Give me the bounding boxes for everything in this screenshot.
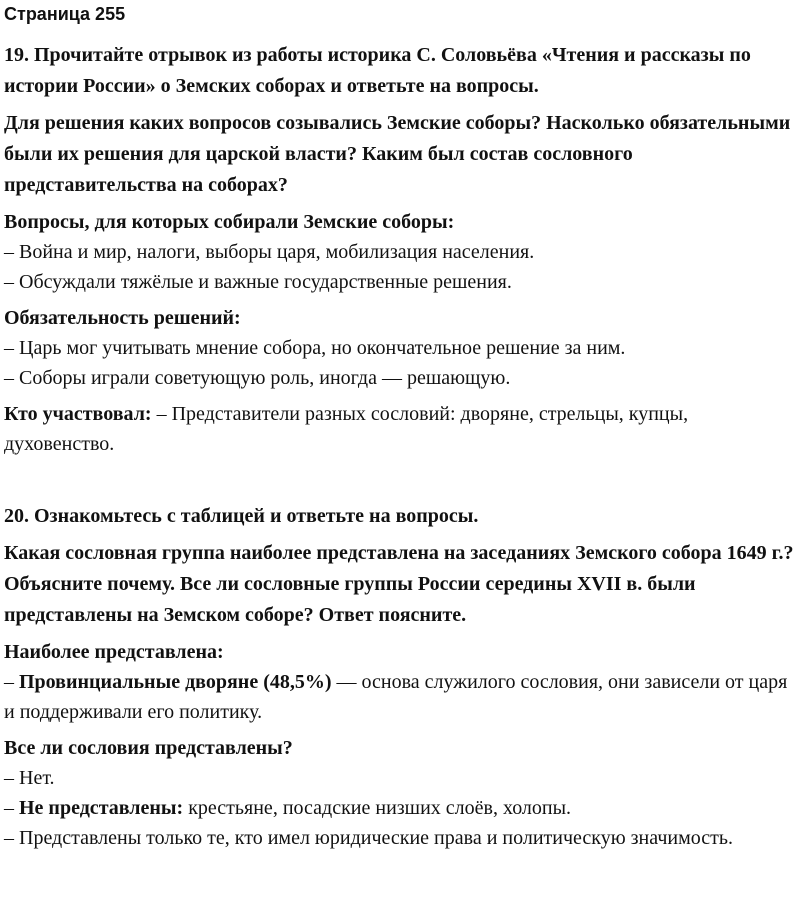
section-heading: Вопросы, для которых собирали Земские соборы: [4, 211, 455, 233]
not-represented-label: Не представлены: [19, 797, 184, 819]
section-heading: Обязательность решений: [4, 307, 241, 329]
answer-line: – Обсуждали тяжёлые и важные государственные решения. [4, 271, 512, 293]
task-19-title: 19. Прочитайте отрывок из работы историка С. Соловьёва «Чтения и рассказы по истории России» о Земских соборах и ответьте на вопросы. [4, 44, 751, 97]
participants-label: Кто участвовал: [4, 403, 152, 425]
document-content [4, 40, 800, 859]
dash: – [4, 671, 19, 693]
answer-line [4, 667, 800, 727]
task-20-question: Какая сословная группа наиболее представлена на заседаниях Земского собора 1649 г.? Объясните почему. Все ли сословные группы России середины XVII в. были представлены на Земском соборе? Ответ поясните. [4, 542, 794, 626]
answer-line: – Царь мог учитывать мнение собора, но окончательное решение за ним. [4, 337, 626, 359]
answer-section-most-represented [4, 637, 800, 727]
answer-section-topics [4, 207, 800, 297]
page-label: Страница 255 [4, 4, 126, 24]
answer-line [4, 793, 800, 823]
not-represented-text: крестьяне, посадские низших слоёв, холопы. [183, 797, 572, 819]
answer-line: – Нет. [4, 767, 55, 789]
most-represented-group: Провинциальные дворяне (48,5%) [19, 671, 332, 693]
section-heading: Наиболее представлена: [4, 641, 224, 663]
answer-section-all-represented [4, 733, 800, 853]
most-represented-explanation: — основа служилого сословия, они зависели от царя и поддерживали его политику. [4, 671, 788, 723]
answer-line: – Представлены только те, кто имел юридические права и политическую значимость. [4, 827, 733, 849]
answer-section-obligation [4, 303, 800, 393]
answer-line: – Война и мир, налоги, выборы царя, мобилизация населения. [4, 241, 535, 263]
task-20-title: 20. Ознакомьтесь с таблицей и ответьте на вопросы. [4, 505, 479, 527]
dash: – [4, 797, 19, 819]
spacer [4, 459, 800, 501]
section-heading: Все ли сословия представлены? [4, 737, 293, 759]
task-19-question: Для решения каких вопросов созывались Земские соборы? Насколько обязательными были их решения для царской власти? Каким был состав сословного представительства на соборах? [4, 112, 791, 196]
participants-text: – Представители разных сословий: дворяне, стрельцы, купцы, духовенство. [4, 403, 689, 455]
answer-line: – Соборы играли советующую роль, иногда — решающую. [4, 367, 511, 389]
answer-participants [4, 399, 800, 459]
